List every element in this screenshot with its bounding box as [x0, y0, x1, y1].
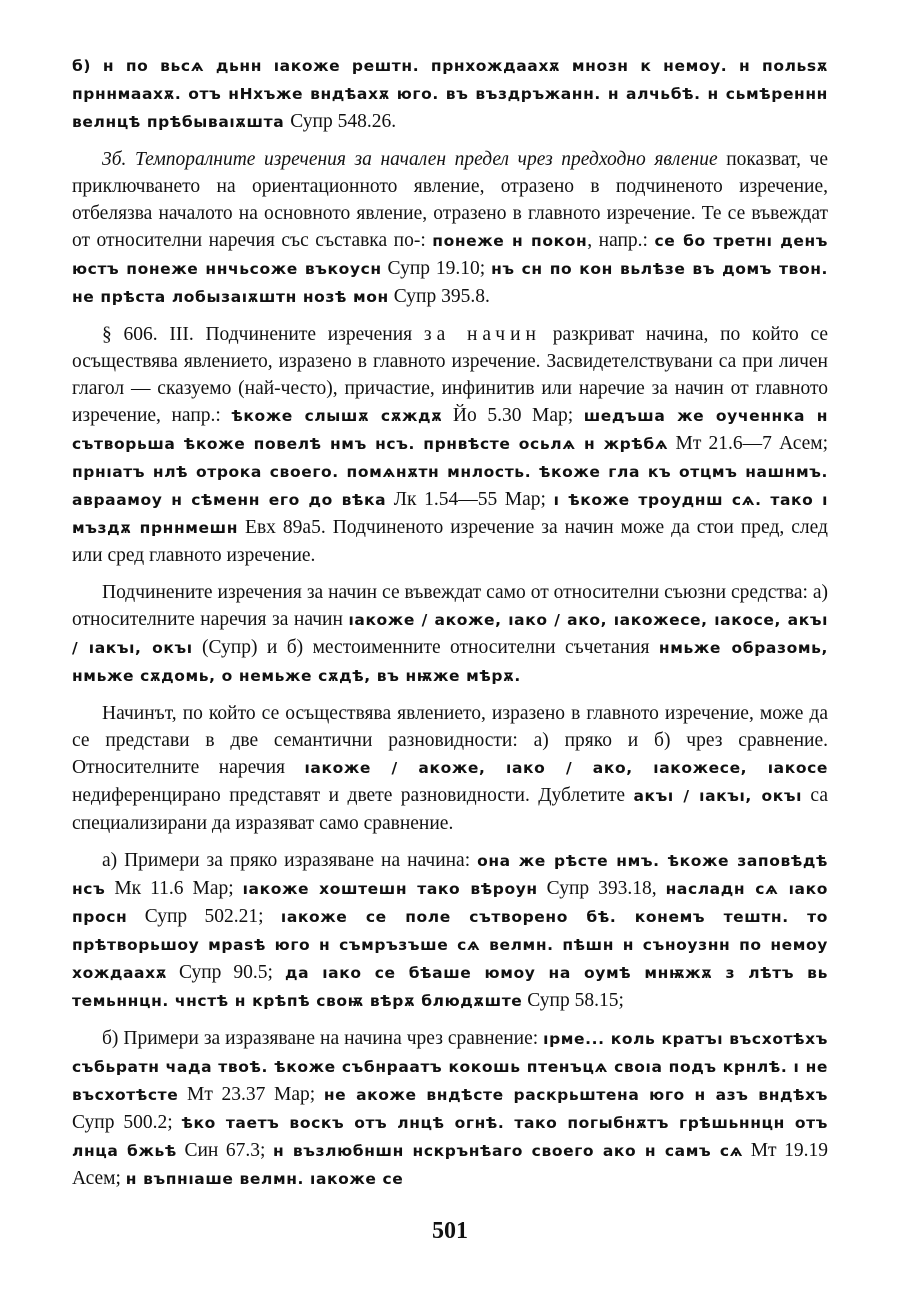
text-segment: Супр 548.26. — [290, 111, 397, 132]
paragraph-p3 — [72, 321, 828, 569]
old-church-slavonic-quote: нъ сн по кон вьлѣзе въ домъ твон. не прѣста лобызаıѫштн нозѣ мон — [72, 260, 829, 306]
text-segment: Син 67.3; — [176, 1140, 273, 1161]
paragraph-p6 — [72, 847, 828, 1015]
text-segment: недиференцирано представят и двете разновидности. Дублетите — [72, 785, 634, 806]
old-church-slavonic-quote: н въпнıаше велмн. ıакоже се — [125, 1170, 404, 1188]
text-segment: Супр 500.2; — [72, 1112, 182, 1133]
paragraph-p4 — [72, 579, 828, 690]
italic-heading: 3б. Темпоралните изречения за начален предел чрез предходно явление — [102, 149, 718, 170]
text-segment: Супр 19.10; — [381, 258, 492, 279]
old-church-slavonic-quote: ı ѣкоже троуднш сѧ. тако ı мъздѫ прннмешн — [72, 491, 828, 537]
text-segment: Евх 89а5. Подчиненото изречение за начин може да стои пред, след или сред главното изречение. — [72, 517, 828, 566]
old-church-slavonic-quote: шедъша же оученнка н сътворьша ѣкоже повелѣ нмъ нсъ. прнвѣсте осьлѧ н жрѣбѧ — [72, 407, 828, 453]
text-segment: , напр.: — [587, 230, 655, 251]
text-segment: Мт 19.19 Асем; — [72, 1140, 828, 1189]
old-church-slavonic-quote: нмьже образомь, нмьже сѫдомь, о немьже сѫдѣ, въ нѭже мѣрѫ. — [72, 639, 828, 685]
text-segment: Мт 21.6—7 Асем; — [668, 433, 828, 454]
text-segment: показват, че приключването на ориентационното явление, отразено в подчиненото изречение, отбелязва началото на основното явление, отразено в главното изречение. Те се въвеждат от относителни наречия със съставка по-: — [72, 149, 828, 251]
old-church-slavonic-quote: б) н по вьсѧ дьнн ıакоже рештн. прнхождаахѫ мнозн к немоу. н польѕѫ прннмаахѫ. отъ нНхъже вндѣахѫ юго. въ въздръжанн. н алчьбѣ. н сьмѣреннн велнцѣ прѣбываıѫшта — [72, 57, 828, 131]
paragraph-p7 — [72, 1025, 828, 1193]
old-church-slavonic-quote: се бо третнı денъ юстъ понеже ннчьсоже въкоусн — [72, 232, 829, 278]
old-church-slavonic-quote: насладн сѧ ıако просн — [72, 880, 828, 926]
old-church-slavonic-quote: да ıако се бѣаше юмоу на оумѣ мнѭжѫ з лѣтъ вь темьннцн. чнстѣ н крѣпѣ своѭ вѣрѫ блюдѫште — [72, 964, 828, 1010]
text-segment: (Супр) и б) местоименните относителни съчетания — [192, 637, 659, 658]
text-segment: б) Примери за изразяване на начина чрез сравнение: — [102, 1028, 544, 1049]
paragraph-p5 — [72, 700, 828, 837]
text-segment: Супр 395.8. — [388, 286, 490, 307]
paragraph-p1 — [72, 52, 828, 136]
old-church-slavonic-quote: ѣко таетъ воскъ отъ лнцѣ огнѣ. тако погыбнѫтъ грѣшьннцн отъ лнца бжьѣ — [72, 1114, 828, 1160]
text-body — [72, 52, 828, 1193]
old-church-slavonic-quote: понеже н покон — [432, 232, 588, 250]
text-segment: Мк 11.6 Мар; — [105, 878, 243, 899]
old-church-slavonic-quote: н възлюбншн нскрънѣаго своего ако н самъ сѧ — [272, 1142, 744, 1160]
old-church-slavonic-quote: прнıатъ нлѣ отрока своего. помѧнѫтн мнлость. ѣкоже гла къ отцмъ нашнмъ. авраамоу н сѣменн его до вѣка — [72, 463, 828, 509]
text-segment: Йо 5.30 Мар; — [442, 405, 584, 426]
old-church-slavonic-quote: ѣкоже слышѫ сѫждѫ — [231, 407, 443, 425]
text-segment: Супр 393.18, — [537, 878, 666, 899]
text-segment: разкриват начина, по който се осъществява явлението, изразено в главното изречение. Засвидетелствувани са при личен глагол — сказуемо (най-често), причастие, инфинитив или наречие за начин от главното изречение, напр.: — [72, 324, 828, 426]
old-church-slavonic-quote: ıакоже / акоже, ıако / ако, ıакожесе, ıакосе, акъı / ıакъı, окъı — [72, 611, 828, 657]
text-segment: са специализирани да изразяват само сравнение. — [72, 785, 828, 834]
spaced-term: за начин — [423, 324, 541, 345]
text-segment: § 606. III. Подчинените изречения — [102, 324, 424, 345]
old-church-slavonic-quote: ıакоже хоштешн тако вѣроун — [242, 880, 538, 898]
page-number: 501 — [432, 1218, 468, 1244]
text-segment: Супр 58.15; — [522, 990, 624, 1011]
text-segment: Лк 1.54—55 Мар; — [386, 489, 554, 510]
old-church-slavonic-quote: акъı / ıакъı, окъı — [633, 787, 802, 805]
text-segment: Супр 90.5; — [166, 962, 285, 983]
text-segment: Мт 23.37 Мар; — [178, 1084, 324, 1105]
text-segment: а) Примери за пряко изразяване на начина: — [102, 850, 478, 871]
old-church-slavonic-quote: ıрме... коль кратъı въсхотѣхъ събьратн чада твоѣ. ѣкоже събнраатъ кокошь птенъцѧ своıа подъ крнлѣ. ı не въсхотѣсте — [72, 1030, 828, 1104]
old-church-slavonic-quote: ıакоже се поле сътворено бѣ. конемъ тештн. то прѣтворьшоу мраѕѣ юго н съмръзъше сѧ велмн. пѣшн н съноузнн по немоу хождаахѫ — [72, 908, 829, 982]
paragraph-p2 — [72, 146, 828, 311]
text-segment: Супр 502.21; — [127, 906, 281, 927]
old-church-slavonic-quote: не акоже вндѣсте раскрьштена юго н азъ вндѣхъ — [323, 1086, 828, 1104]
text-segment: Подчинените изречения за начин се въвеждат само от относителни съюзни средства: а) относителните наречия за начин — [72, 582, 828, 630]
old-church-slavonic-quote: она же рѣсте нмъ. ѣкоже заповѣдѣ нсъ — [72, 852, 828, 898]
old-church-slavonic-quote: ıакоже / акоже, ıако / ако, ıакожесе, ıакосе — [304, 759, 828, 777]
text-segment: Начинът, по който се осъществява явлението, изразено в главното изречение, може да се представи в две семантични разновидности: а) пряко и б) чрез сравнение. Относителните наречия — [72, 703, 828, 778]
